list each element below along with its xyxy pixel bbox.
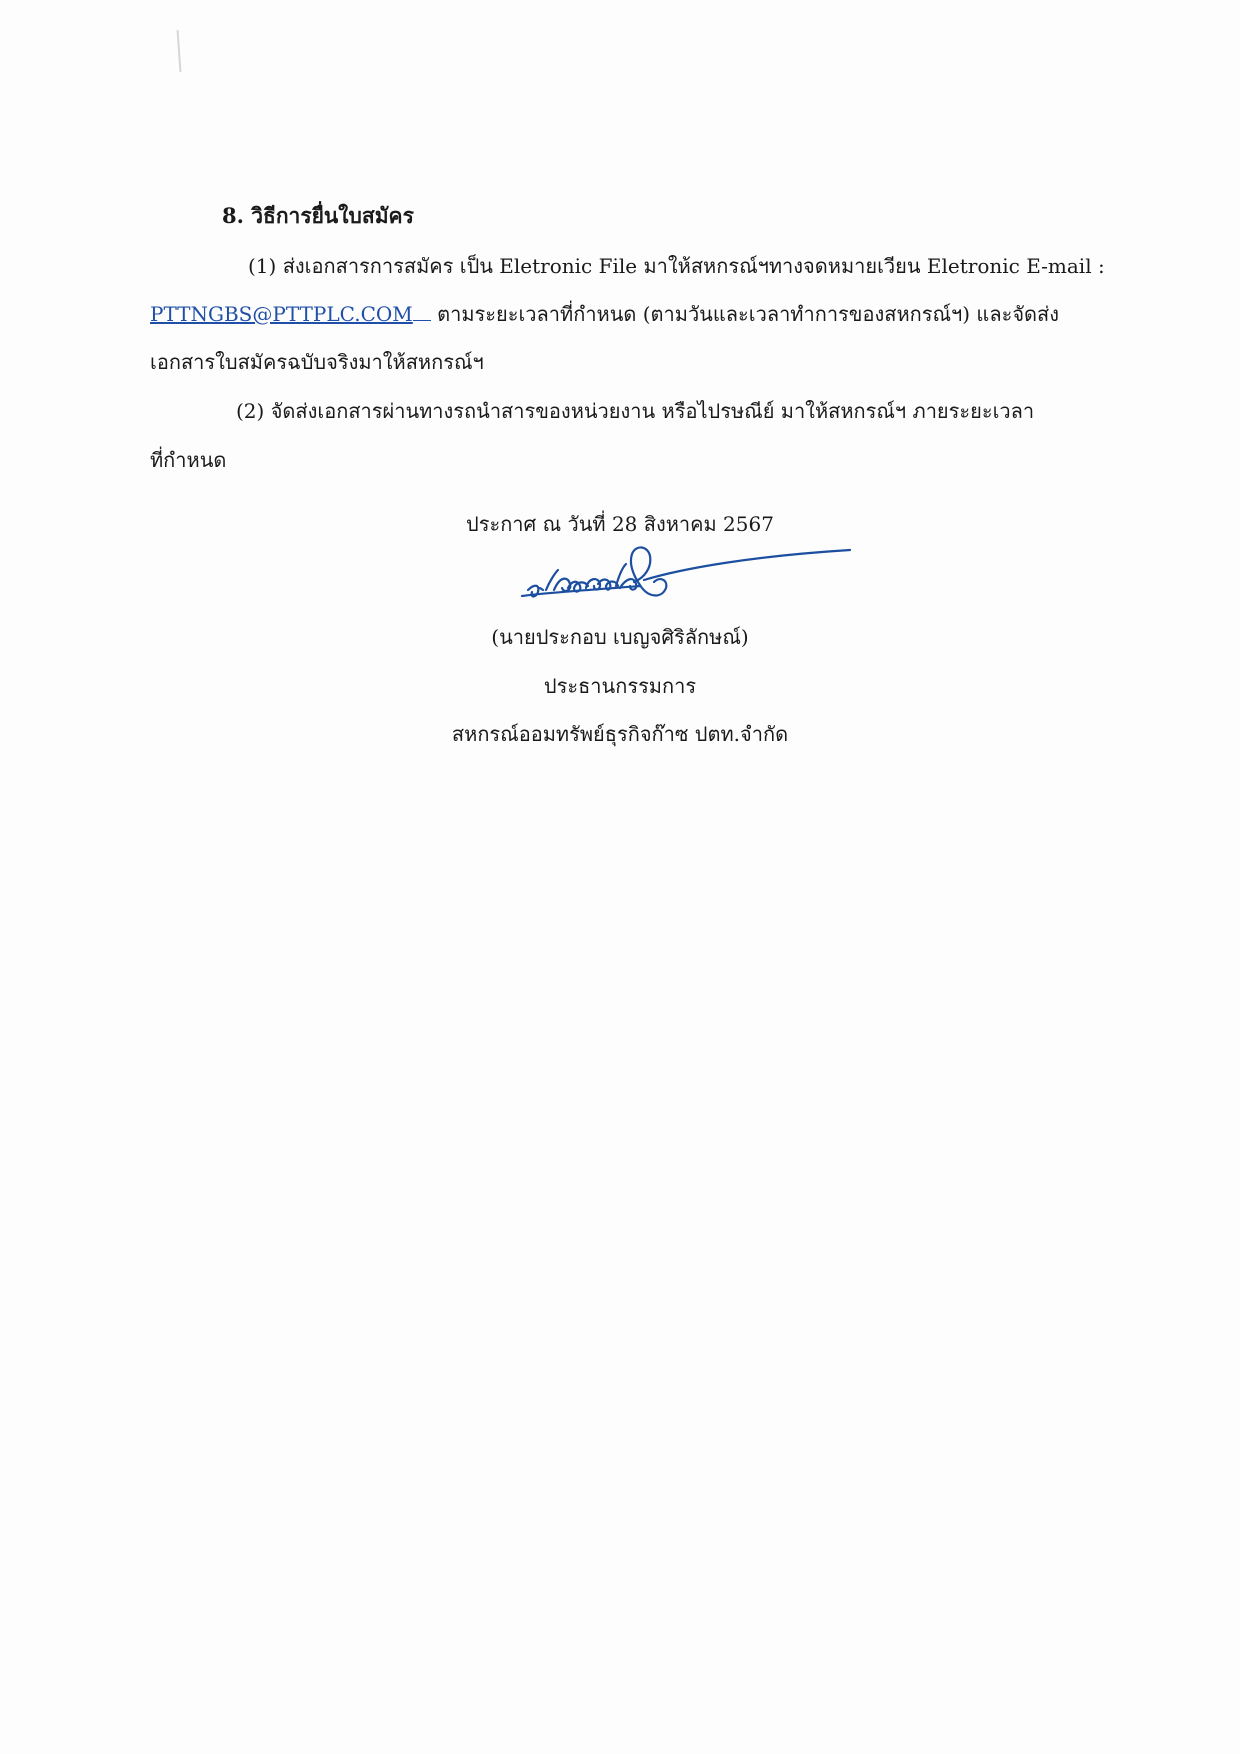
paragraph1-line2 bbox=[150, 300, 1059, 328]
announcement-date: ประกาศ ณ วันที่ 28 สิงหาคม 2567 bbox=[466, 512, 774, 536]
email-link[interactable]: PTTNGBS@PTTPLC.COM bbox=[150, 302, 413, 326]
signatory-name: (นายประกอบ เบญจศิริลักษณ์) bbox=[491, 625, 749, 649]
signatory-position: ประธานกรรมการ bbox=[543, 674, 697, 698]
signatory-organization: สหกรณ์ออมทรัพย์ธุรกิจก๊าซ ปตท.จำกัด bbox=[451, 722, 789, 746]
paragraph1-line2-text: ตามระยะเวลาที่กำหนด (ตามวันและเวลาทำการของสหกรณ์ฯ) และจัดส่ง bbox=[437, 302, 1059, 326]
paragraph1-line3: เอกสารใบสมัครฉบับจริงมาให้สหกรณ์ฯ bbox=[150, 350, 484, 374]
paragraph1-line1: (1) ส่งเอกสารการสมัคร เป็น Eletronic File มาให้สหกรณ์ฯทางจดหมายเวียน Eletronic E-mail : bbox=[248, 254, 1105, 278]
section-title: 8. วิธีการยื่นใบสมัคร bbox=[222, 203, 414, 228]
email-underline-gap bbox=[413, 302, 431, 321]
paragraph2-line1: (2) จัดส่งเอกสารผ่านทางรถนำสารของหน่วยงาน หรือไปรษณีย์ มาให้สหกรณ์ฯ ภายระยะเวลา bbox=[236, 399, 1035, 423]
scan-mark bbox=[177, 30, 182, 72]
handwritten-signature bbox=[520, 538, 860, 628]
paragraph2-line2: ที่กำหนด bbox=[150, 448, 227, 472]
